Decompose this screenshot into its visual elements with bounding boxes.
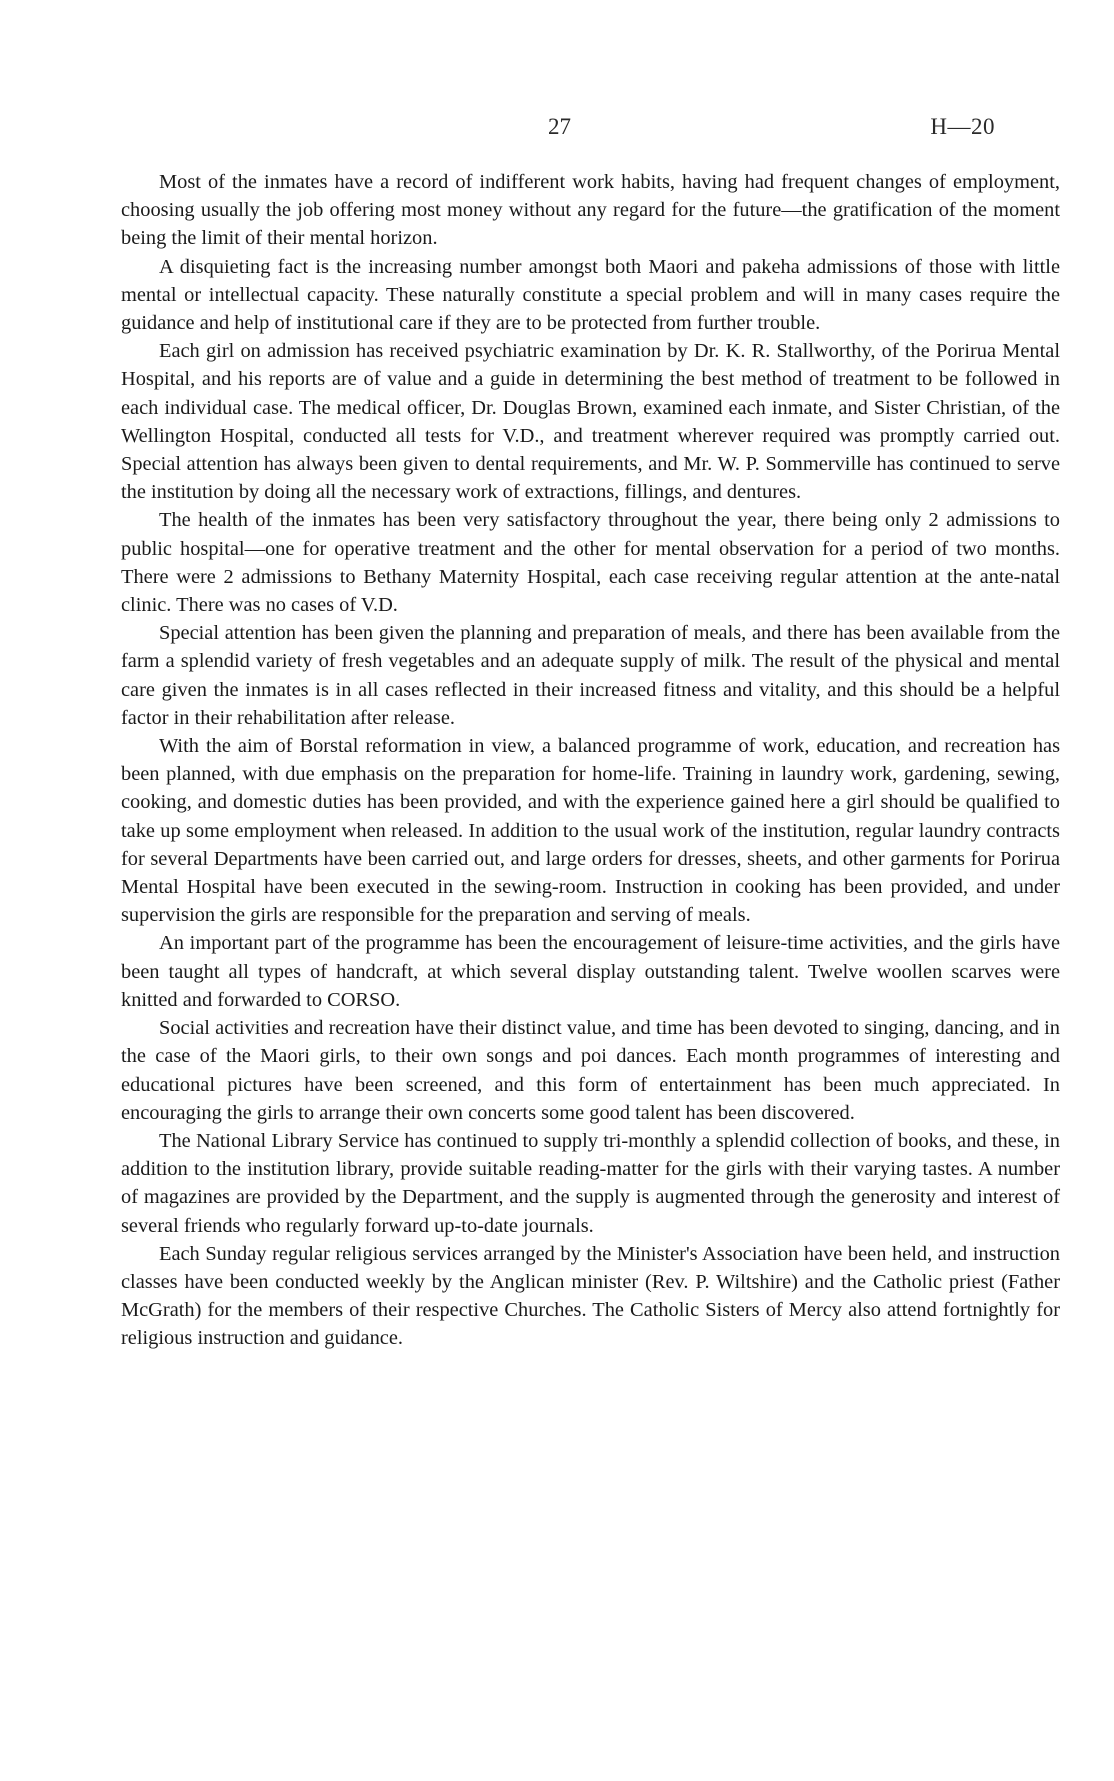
- document-code: H—20: [930, 114, 995, 139]
- paragraph-social-activities: Social activities and recreation have their distinct value, and time has been devoted to singing, dancing, and in the case of the Maori girls, to their own songs and poi dances. Each month programmes of interesting and educational pictures have been screened, and this form of entertainment has been much appreciated. In encouraging the girls to arrange their own concerts some good talent has been discovered.: [121, 1017, 1060, 1124]
- paragraph-religious: Each Sunday regular religious services arranged by the Minister's Association have been held, and instruction classes have been conducted weekly by the Anglican minister (Rev. P. Wiltshire) and the Catholic priest (Father McGrath) for the members of their respective Churches. The Catholic Sisters of Mercy also attend fortnightly for religious instruction and guidance.: [121, 1242, 1060, 1350]
- paragraph-work-habits: Most of the inmates have a record of indifferent work habits, having had frequent changes of employment, choosing usually the job offering most money without any regard for the future—the gratification of the moment being the limit of their mental horizon.: [121, 171, 1060, 250]
- paragraph-admissions: A disquieting fact is the increasing number amongst both Maori and pakeha admissions of those with little mental or intellectual capacity. These naturally constitute a special problem and will in many cases require the guidance and help of institutional care if they are to be protected from further trouble.: [121, 255, 1060, 335]
- paragraph-meals: Special attention has been given the planning and preparation of meals, and there has been available from the farm a splendid variety of fresh vegetables and an adequate supply of milk. The result of the physical and mental care given the inmates is in all cases reflected in their increased fitness and vitality, and this should be a helpful factor in their rehabilitation after release.: [121, 622, 1060, 729]
- page-header: [0, 112, 1114, 144]
- page-number: 27: [548, 114, 571, 139]
- paragraph-training: With the aim of Borstal reformation in view, a balanced programme of work, education, and recreation has been planned, with due emphasis on the preparation for home-life. Training in laundry work, gardening, sewing, cooking, and domestic duties has been provided, and with the experience gained here a girl should be qualified to take up some employment when released. In addition to the usual work of the institution, regular laundry contracts for several Departments have been carried out, and large orders for dresses, sheets, and other garments for Porirua Mental Hospital have been executed in the sewing-room. Instruction in cooking has been provided, and under supervision the girls are responsible for the preparation and serving of meals.: [121, 735, 1060, 927]
- paragraph-health: The health of the inmates has been very satisfactory throughout the year, there being only 2 admissions to public hospital—one for operative treatment and the other for mental observation for a period of two months. There were 2 admissions to Bethany Maternity Hospital, each case receiving regular attention at the ante-natal clinic. There was no cases of V.D.: [121, 509, 1060, 617]
- paragraph-leisure: An important part of the programme has been the encouragement of leisure-time activities, and the girls have been taught all types of handcraft, at which several display outstanding talent. Twelve woollen scarves were knitted and forwarded to CORSO.: [121, 932, 1060, 1011]
- paragraph-medical-examination: Each girl on admission has received psychiatric examination by Dr. K. R. Stallworthy, of the Porirua Mental Hospital, and his reports are of value and a guide in determining the best method of treatment to be followed in each individual case. The medical officer, Dr. Douglas Brown, examined each inmate, and Sister Christian, of the Wellington Hospital, conducted all tests for V.D., and treatment wherever required was promptly carried out. Special attention has always been given to dental requirements, and Mr. W. P. Sommerville has continued to serve the institution by doing all the necessary work of extractions, fillings, and dentures.: [121, 340, 1060, 504]
- paragraph-library: The National Library Service has continued to supply tri-monthly a splendid collection of books, and these, in addition to the institution library, provide suitable reading-matter for the girls with their varying tastes. A number of magazines are provided by the Department, and the supply is augmented through the generosity and interest of several friends who regularly forward up-to-date journals.: [121, 1129, 1060, 1237]
- body-text: [121, 168, 1060, 1353]
